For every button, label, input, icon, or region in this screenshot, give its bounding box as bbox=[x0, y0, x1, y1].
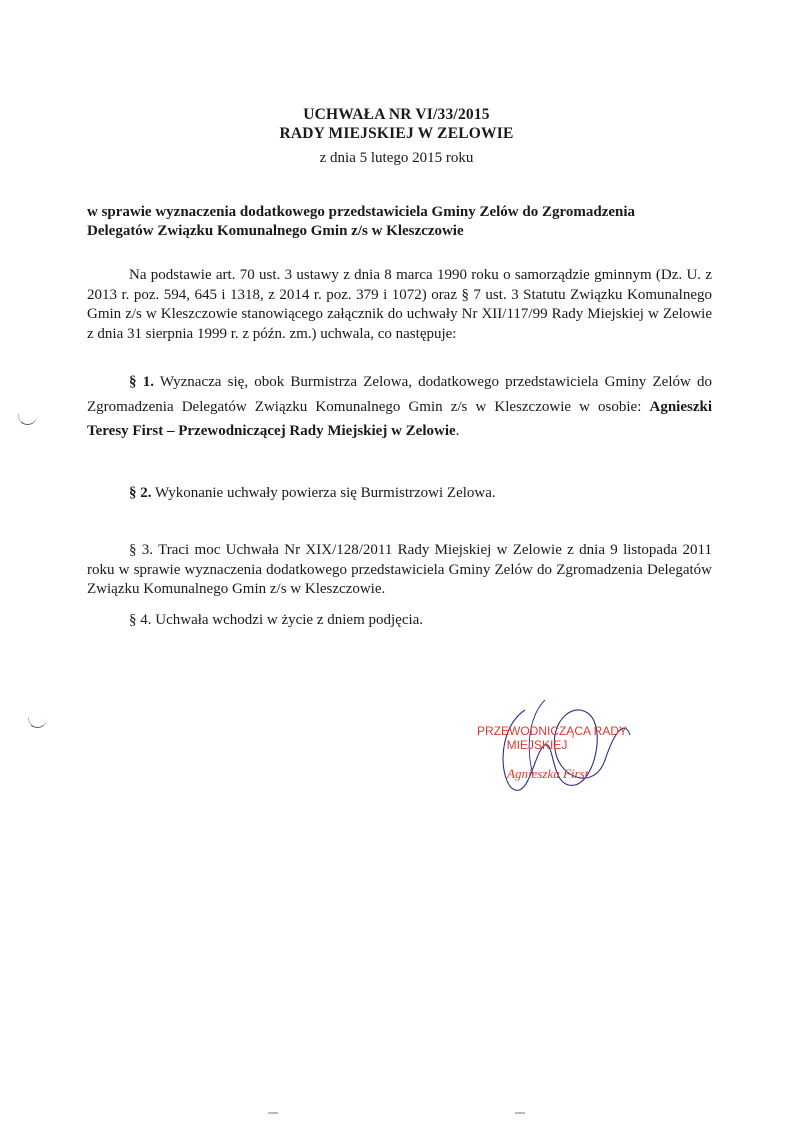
section-4 bbox=[87, 611, 712, 631]
stamp-subtitle: MIEJSKIEJ bbox=[506, 738, 568, 752]
section-1-end: . bbox=[455, 423, 460, 439]
section-4-text: Uchwała wchodzi w życie z dniem podjęcia. bbox=[151, 612, 424, 628]
section-2 bbox=[87, 484, 712, 504]
section-1-number: § 1. bbox=[129, 374, 154, 390]
section-1 bbox=[87, 370, 712, 444]
section-1-text: Wyznacza się, obok Burmistrza Zelowa, dodatkowego przedstawiciela Gminy Zelów do Zgromadzenia Delegatów Związku Komunalnego Gmin z/s w Kleszczowie w osobie: bbox=[87, 374, 713, 415]
council-name: RADY MIEJSKIEJ W ZELOWIE bbox=[279, 125, 514, 142]
section-2-text: Wykonanie uchwały powierza się Burmistrzowi Zelowa. bbox=[151, 485, 496, 501]
scan-artifact bbox=[515, 1112, 525, 1114]
stamp-title: PRZEWODNICZĄCA RADY bbox=[476, 724, 627, 738]
scan-artifact bbox=[268, 1112, 278, 1114]
preamble: Na podstawie art. 70 ust. 3 ustawy z dnia 8 marca 1990 roku o samorządzie gminnym (Dz. U. z 2013 r. poz. 594, 645 i 1318, z 2014 r. poz. 379 i 1072) oraz § 7 ust. 3 Statutu Związku Komunalnego Gmin z/s w Kleszczowie stanowiącego załącznik do uchwały Nr XII/117/99 Rady Miejskiej w Zelowie z dnia 31 sierpnia 1999 r. z późn. zm.) uchwala, co następuje: bbox=[87, 267, 712, 342]
stamp-name: Agnieszka First bbox=[507, 766, 589, 781]
resolution-date: z dnia 5 lutego 2015 roku bbox=[319, 150, 474, 166]
punch-hole-mark bbox=[28, 717, 47, 728]
section-1-bold-text: Agnieszki Teresy First – Przewodniczącej Rady Miejskiej w Zelowie bbox=[87, 398, 712, 439]
punch-hole-mark bbox=[18, 414, 37, 425]
section-3 bbox=[87, 541, 712, 600]
resolution-title: UCHWAŁA NR VI/33/2015 bbox=[303, 106, 490, 123]
resolution-subject bbox=[87, 203, 727, 241]
subject-line-1: w sprawie wyznaczenia dodatkowego przedstawiciela Gminy Zelów do Zgromadzenia bbox=[87, 204, 636, 220]
section-4-number: § 4. bbox=[129, 612, 152, 628]
section-3-number: § 3. bbox=[129, 542, 154, 558]
subject-line-2: Delegatów Związku Komunalnego Gmin z/s w Kleszczowie bbox=[87, 223, 464, 239]
section-3-text: Traci moc Uchwała Nr XIX/128/2011 Rady Miejskiej w Zelowie z dnia 9 listopada 2011 roku w sprawie wyznaczenia dodatkowego przedstawiciela Gminy Zelów do Zgromadzenia Delegatów Związku Komunalnego Gmin z/s w Kleszczowie. bbox=[87, 542, 713, 597]
section-2-number: § 2. bbox=[129, 485, 152, 501]
